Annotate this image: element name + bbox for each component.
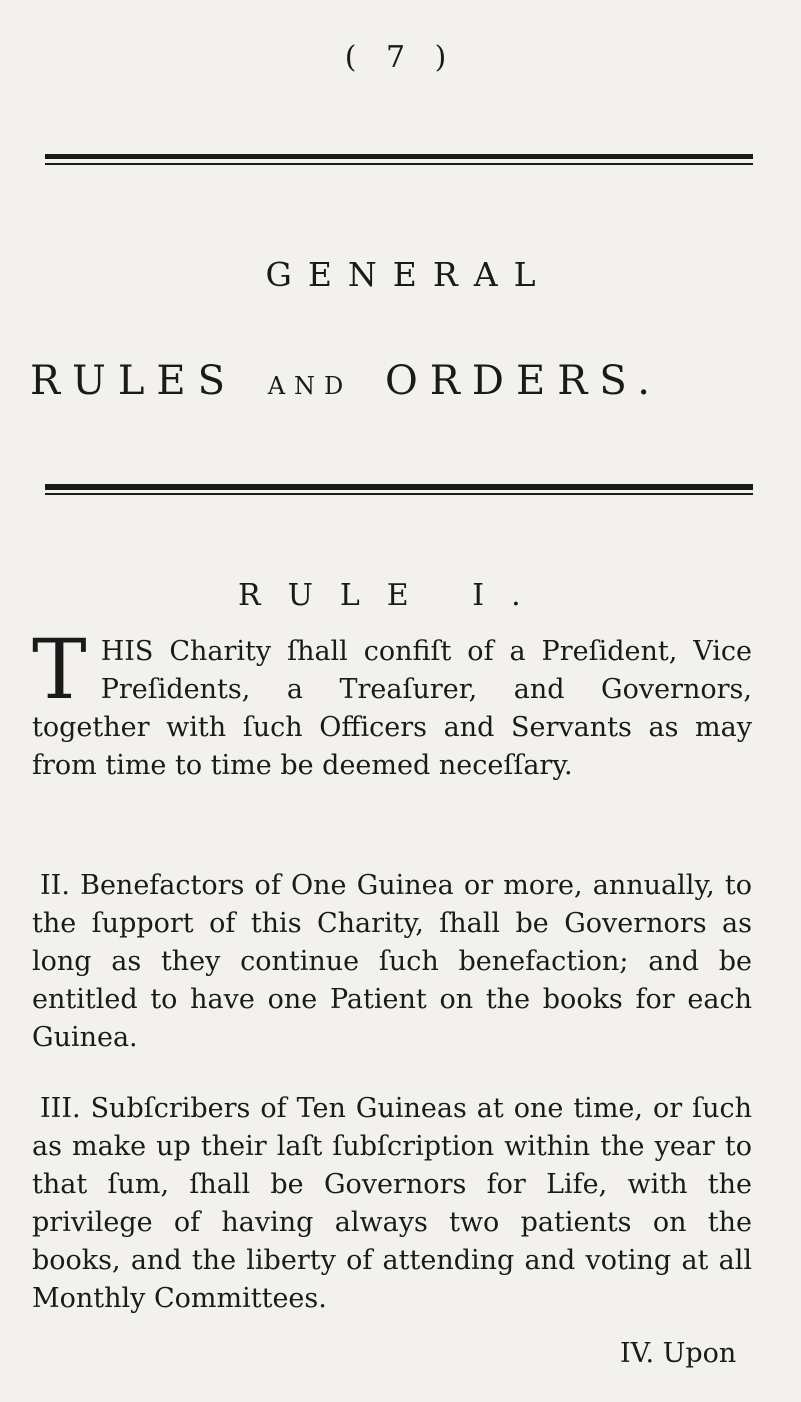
- top-rule-thin: [45, 163, 753, 165]
- title-and-word: AND: [267, 372, 353, 400]
- drop-cap: T: [32, 623, 87, 718]
- title-orders-word: ORDERS.: [385, 358, 663, 404]
- title-rules-word: RULES: [30, 358, 237, 404]
- paragraph-rule-3: III. Subſcribers of Ten Guineas at one time, or ſuch as make up their laſt ſubſcription within the year to that ſum, ſhall be Governors for Life, with the privilege of having always two patients on the books, and the liberty of attending and voting at all Monthly Committees.: [32, 1093, 752, 1314]
- middle-rule-thick: [45, 484, 753, 490]
- page-number: ( 7 ): [344, 40, 457, 75]
- paragraph-rule-2: II. Benefactors of One Guinea or more, annually, to the ſupport of this Charity, ſhall be Governors as long as they continue ſuch benefaction; and be entitled to have one Patient on the books for each Guinea.: [32, 870, 752, 1053]
- paragraph-rule-1: [32, 623, 752, 785]
- catchword: IV. Upon: [620, 1338, 737, 1369]
- top-rule-thick: [45, 154, 753, 159]
- title-rules-and-orders: [30, 358, 770, 404]
- paragraph-1-text: HIS Charity ſhall confiſt of a Preſident, Vice Preſidents, a Treaſurer, and Governors, together with ſuch Officers and Servants as may from time to time be deemed neceſſary.: [32, 636, 752, 781]
- title-general: GENERAL: [265, 255, 552, 294]
- middle-rule-thin: [45, 493, 753, 495]
- rule-heading: RULE I.: [238, 578, 548, 613]
